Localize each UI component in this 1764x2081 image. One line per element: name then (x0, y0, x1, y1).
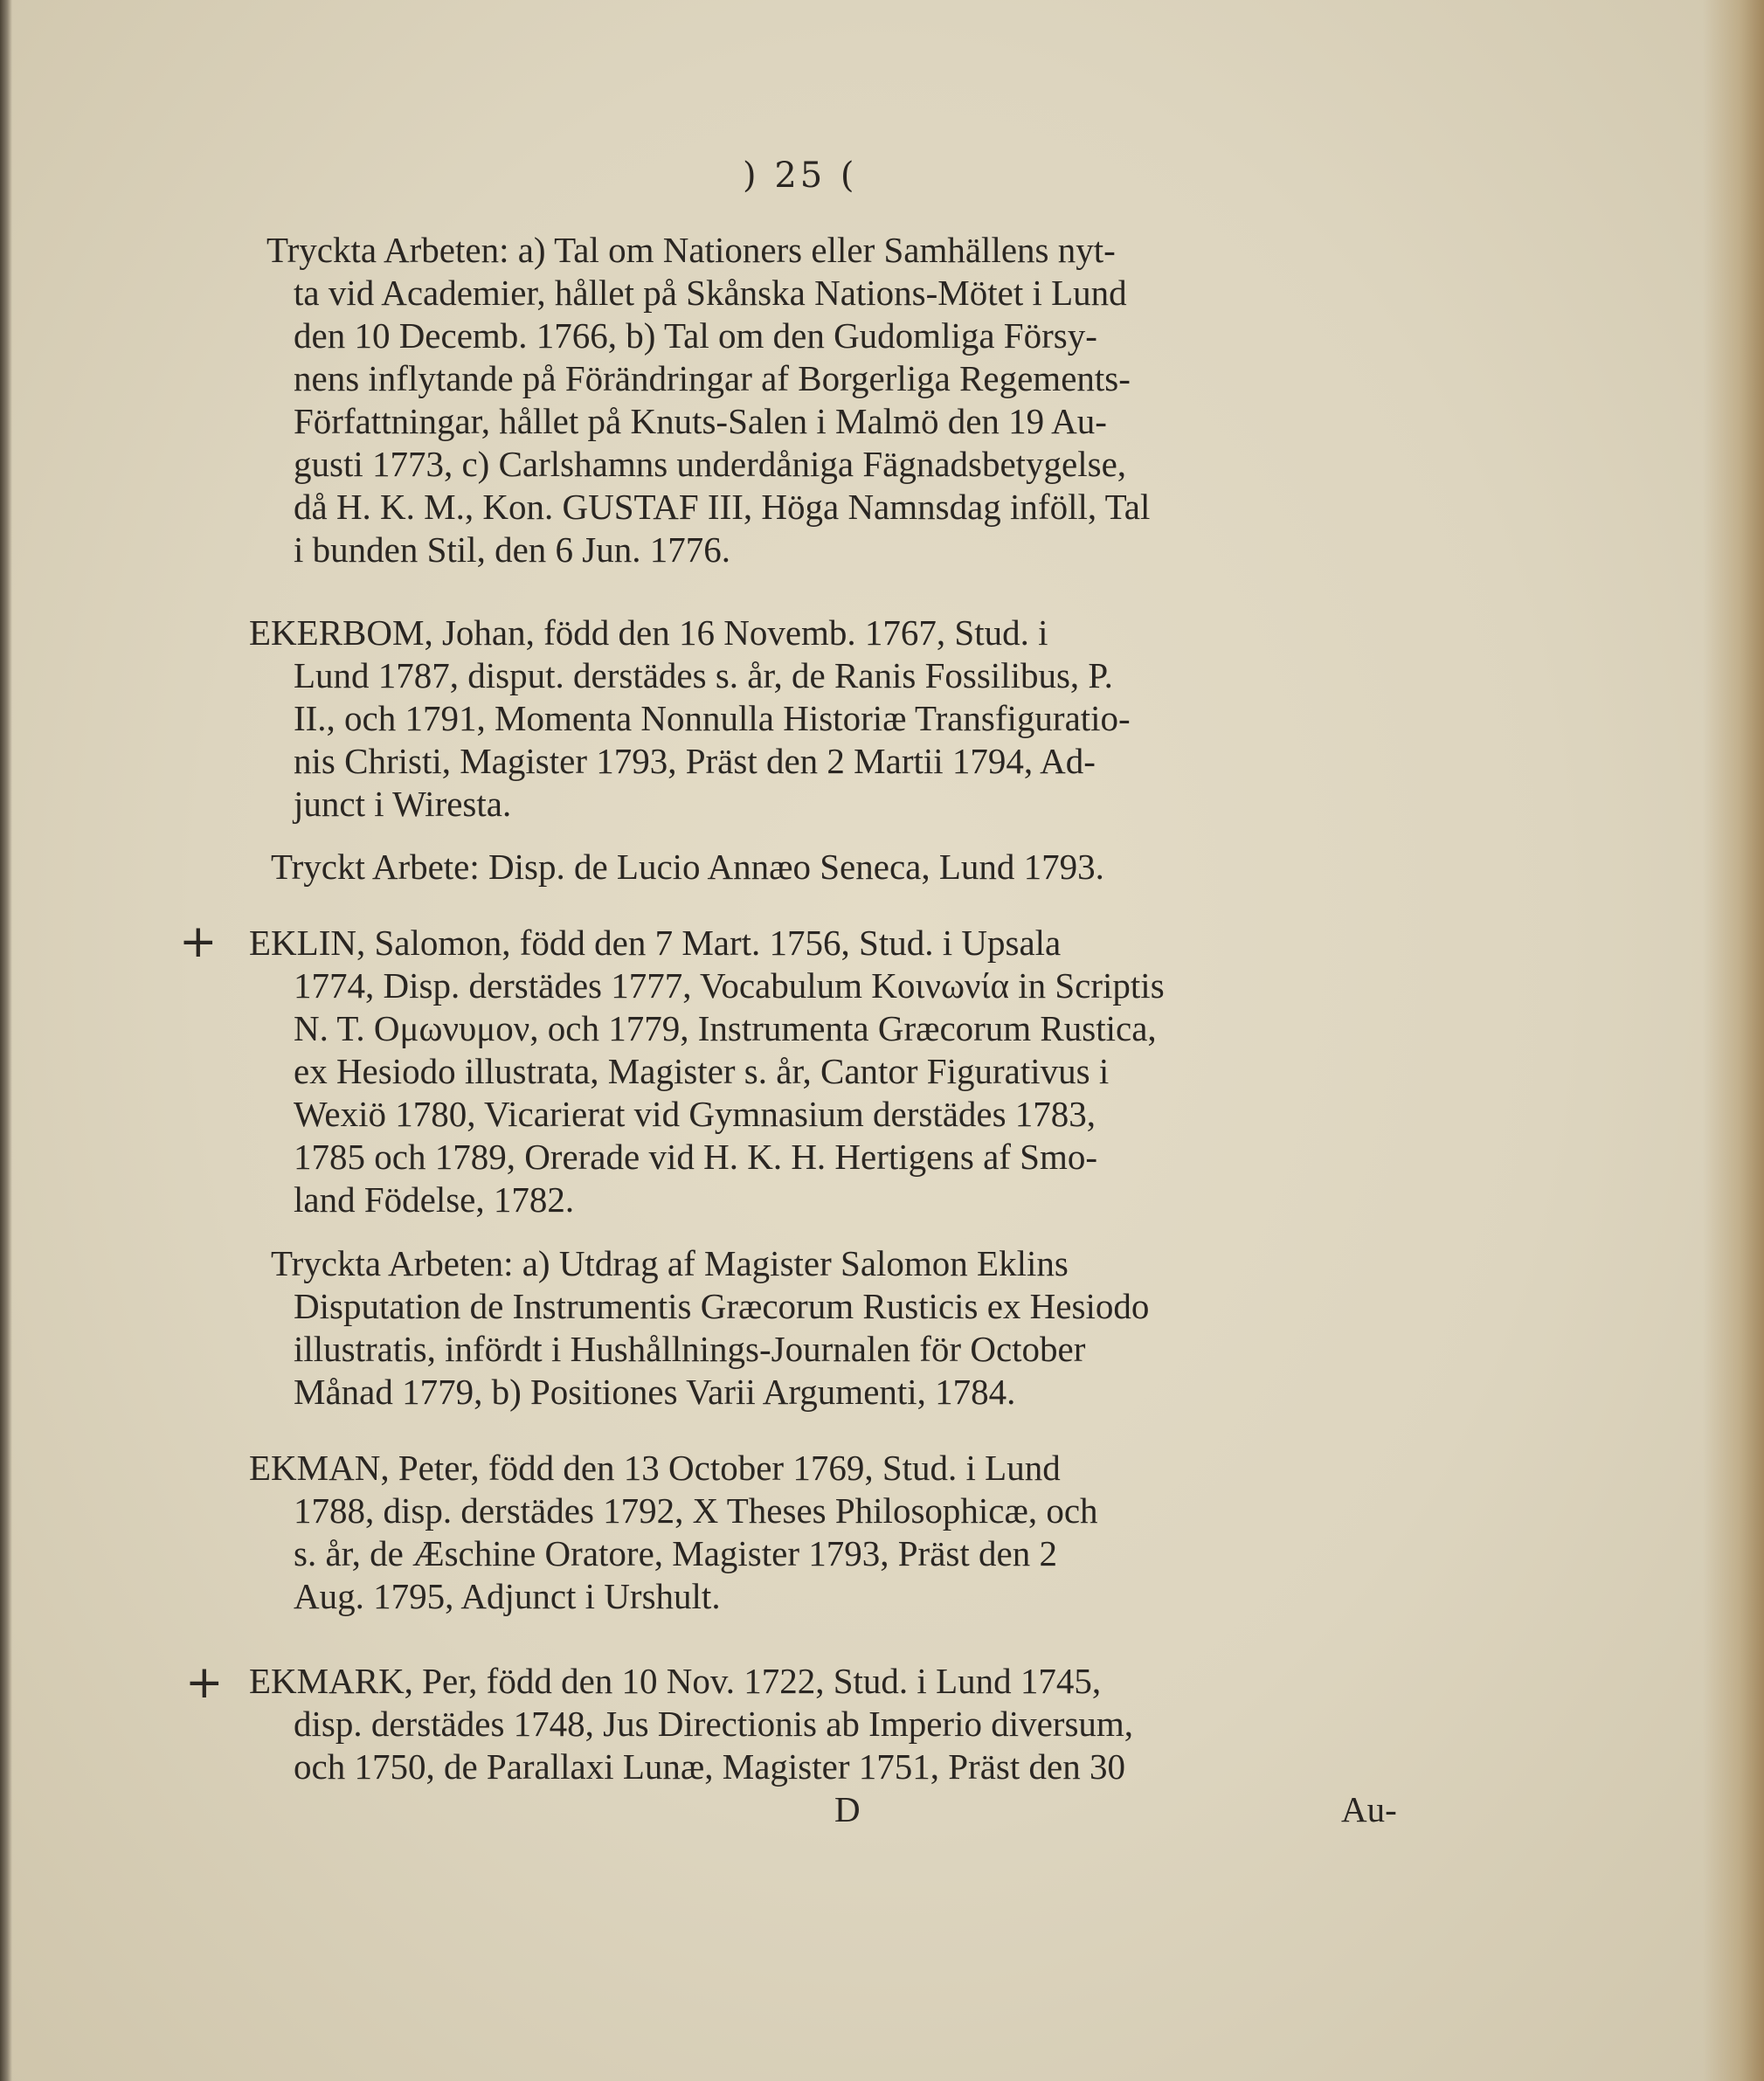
signature-mark: D (834, 1789, 861, 1829)
text-line: Författningar, hållet på Knuts-Salen i Malmö den 19 Au- (294, 401, 1107, 441)
text-line: 1774, Disp. derstädes 1777, Vocabulum Κοινωνία in Scriptis (294, 965, 1165, 1006)
text-line: Lund 1787, disput. derstädes s. år, de Ranis Fossilibus, P. (294, 655, 1113, 695)
entry-heading-line: EKERBOM, Johan, född den 16 Novemb. 1767, Stud. i (249, 612, 1048, 653)
text-line: då H. K. M., Kon. GUSTAF III, Höga Namnsdag inföll, Tal (294, 487, 1151, 527)
text-line: N. T. Ομωνυμον, och 1779, Instrumenta Græcorum Rustica, (294, 1008, 1157, 1048)
text-line: i bunden Stil, den 6 Jun. 1776. (294, 529, 730, 570)
text-line: illustratis, infördt i Hushållnings-Journalen för October (294, 1329, 1086, 1369)
margin-cross-mark: + (179, 916, 218, 968)
text-line: Disputation de Instrumentis Græcorum Rusticis ex Hesiodo (294, 1286, 1150, 1326)
text-line: Aug. 1795, Adjunct i Urshult. (294, 1576, 721, 1616)
text-line: gusti 1773, c) Carlshamns underdåniga Fägnadsbetygelse, (294, 444, 1127, 484)
text-line: Tryckta Arbeten: a) Utdrag af Magister Salomon Eklins (271, 1243, 1069, 1283)
page-left-edge (0, 0, 12, 2081)
text-line: Wexiö 1780, Vicarierat vid Gymnasium derstädes 1783, (294, 1094, 1096, 1134)
entry-heading-line: EKMAN, Peter, född den 13 October 1769, Stud. i Lund (249, 1448, 1061, 1488)
text-line: och 1750, de Parallaxi Lunæ, Magister 1751, Präst den 30 (294, 1746, 1125, 1787)
text-line: ex Hesiodo illustrata, Magister s. år, Cantor Figurativus i (294, 1051, 1110, 1091)
page-right-edge (1703, 0, 1764, 2081)
text-line: nens inflytande på Förändringar af Borgerliga Regements- (294, 358, 1131, 398)
margin-cross-mark: + (185, 1656, 224, 1709)
page-number: ) 25 ( (743, 156, 858, 196)
text-line: den 10 Decemb. 1766, b) Tal om den Gudomliga Försy- (294, 315, 1097, 356)
text-line: 1785 och 1789, Orerade vid H. K. H. Hertigens af Smo- (294, 1137, 1098, 1177)
text-line: junct i Wiresta. (294, 784, 512, 824)
catchword: Au- (1341, 1789, 1397, 1829)
text-line: Tryckta Arbeten: a) Tal om Nationers eller Samhällens nyt- (266, 230, 1116, 270)
text-line: nis Christi, Magister 1793, Präst den 2 Martii 1794, Ad- (294, 741, 1096, 781)
entry-heading-line: EKLIN, Salomon, född den 7 Mart. 1756, Stud. i Upsala (249, 923, 1062, 963)
entry-heading-line: EKMARK, Per, född den 10 Nov. 1722, Stud. i Lund 1745, (249, 1661, 1102, 1701)
text-line: disp. derstädes 1748, Jus Directionis ab Imperio diversum, (294, 1704, 1134, 1744)
text-line: 1788, disp. derstädes 1792, X Theses Philosophicæ, och (294, 1490, 1098, 1531)
text-line: Tryckt Arbete: Disp. de Lucio Annæo Seneca, Lund 1793. (271, 847, 1104, 887)
text-line: ta vid Academier, hållet på Skånska Nations-Mötet i Lund (294, 273, 1127, 313)
text-line: Månad 1779, b) Positiones Varii Argumenti, 1784. (294, 1372, 1016, 1412)
text-line: II., och 1791, Momenta Nonnulla Historiæ Transfiguratio- (294, 698, 1131, 738)
text-line: land Födelse, 1782. (294, 1179, 575, 1220)
text-line: s. år, de Æschine Oratore, Magister 1793, Präst den 2 (294, 1533, 1057, 1573)
